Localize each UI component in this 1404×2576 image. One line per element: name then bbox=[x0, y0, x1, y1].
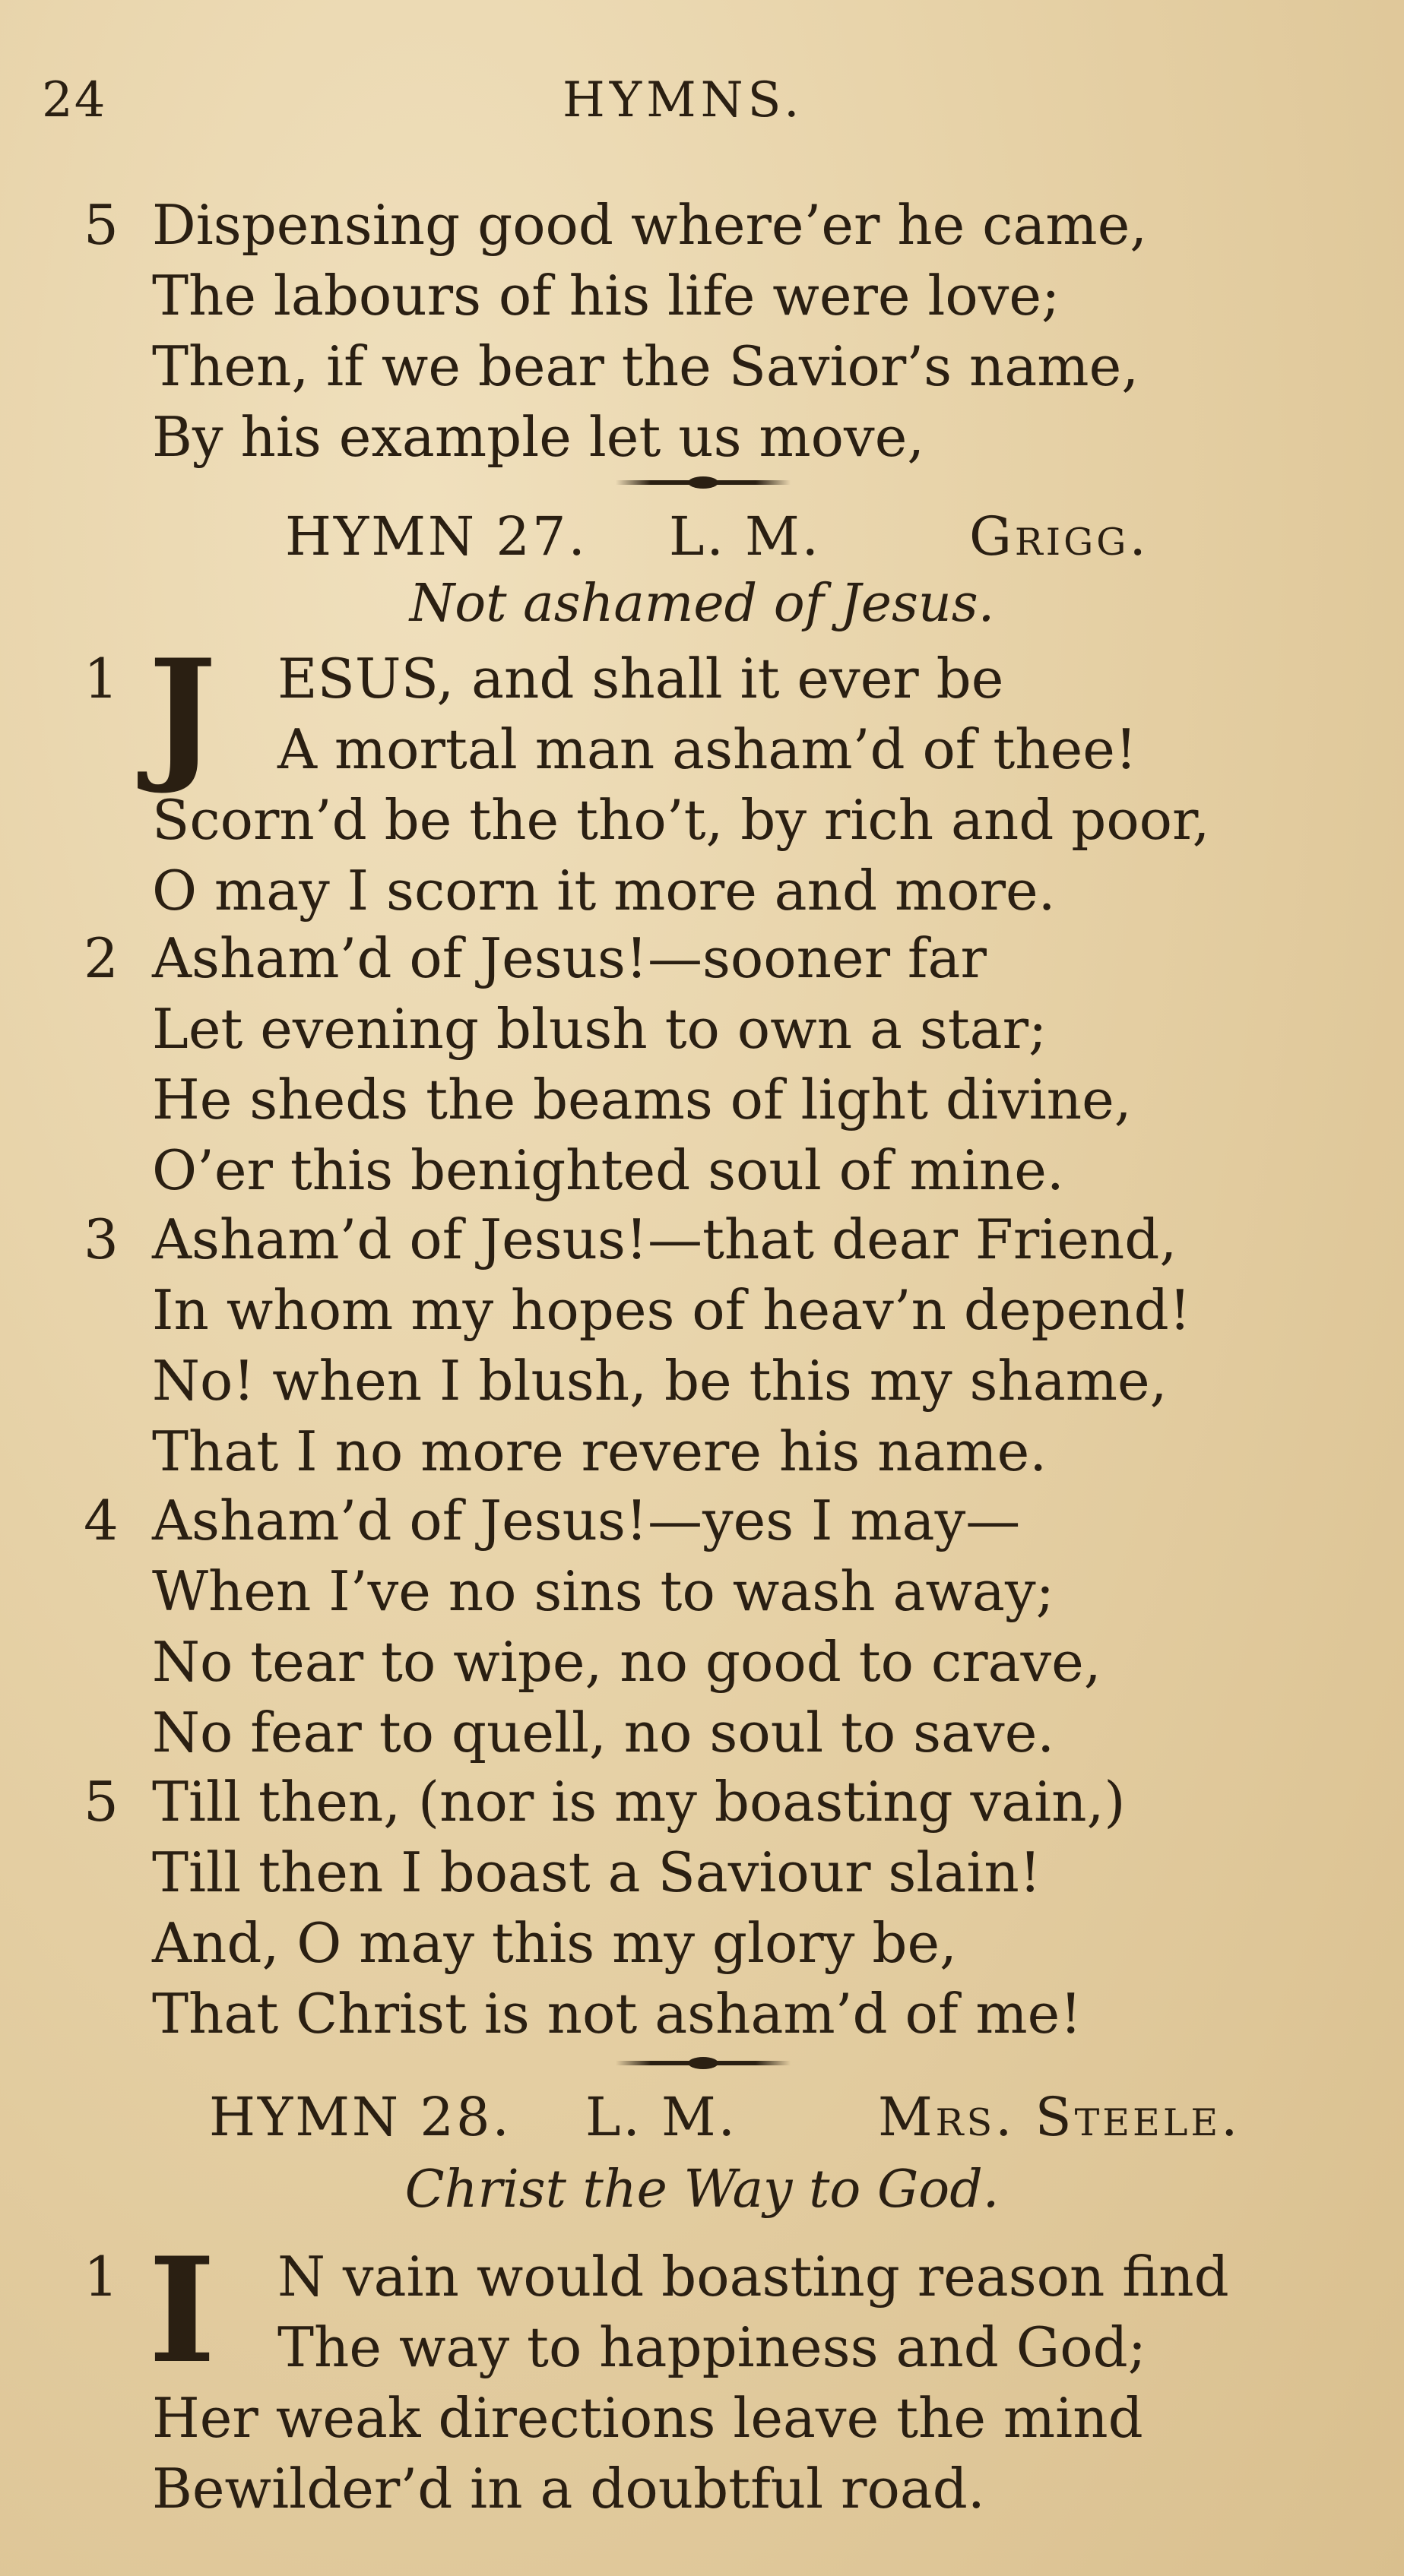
stanza-number: 1 bbox=[84, 2245, 119, 2309]
stanza bbox=[0, 628, 1404, 926]
verse-line: No fear to quell, no soul to save. bbox=[152, 1701, 1055, 1764]
verse-line: Asham’d of Jesus!—that dear Friend, bbox=[152, 1207, 1177, 1271]
verse-line: Till then I boast a Saviour slain! bbox=[152, 1840, 1041, 1904]
verse-line: O’er this benighted soul of mine. bbox=[152, 1138, 1064, 1202]
hymn-heading bbox=[0, 2086, 1404, 2154]
verse-line: Scorn’d be the tho’t, by rich and poor, bbox=[152, 788, 1210, 852]
hymn-subtitle: Not ashamed of Jesus. bbox=[409, 574, 995, 634]
verse-line: Her weak directions leave the mind bbox=[152, 2386, 1143, 2450]
stanza-number: 3 bbox=[84, 1207, 119, 1271]
verse-line: And, O may this my glory be, bbox=[152, 1911, 957, 1975]
verse-line: Till then, (nor is my boasting vain,) bbox=[152, 1770, 1126, 1834]
verse-line: By his example let us move, bbox=[152, 405, 925, 469]
running-title: HYMNS. bbox=[563, 72, 804, 128]
verse-line: Asham’d of Jesus!—yes I may— bbox=[152, 1489, 1021, 1552]
drop-cap: I bbox=[148, 2226, 216, 2395]
hymn-meter: L. M. bbox=[585, 2086, 737, 2148]
stanza-number: 4 bbox=[84, 1489, 119, 1552]
hymn-heading bbox=[0, 505, 1404, 574]
stanza-number: 5 bbox=[84, 193, 119, 257]
page-number: 24 bbox=[42, 72, 107, 128]
verse-line: No tear to wipe, no good to crave, bbox=[152, 1630, 1101, 1694]
verse-line: Let evening blush to own a star; bbox=[152, 997, 1047, 1061]
hymn-title: HYMN 28. bbox=[209, 2086, 512, 2148]
verse-line: The labours of his life were love; bbox=[152, 264, 1060, 328]
stanza bbox=[0, 1204, 1404, 1487]
verse-line: O may I scorn it more and more. bbox=[152, 859, 1056, 922]
verse-line: Asham’d of Jesus!—sooner far bbox=[152, 926, 987, 990]
stanza bbox=[0, 923, 1404, 1206]
carryover-stanza bbox=[0, 190, 1404, 473]
drop-cap: J bbox=[148, 628, 217, 797]
verse-line: The way to happiness and God; bbox=[277, 2315, 1146, 2379]
stanza bbox=[0, 2226, 1404, 2524]
page-header bbox=[0, 72, 1404, 141]
stanza-number: 2 bbox=[84, 926, 119, 990]
hymn-subtitle: Christ the Way to God. bbox=[404, 2160, 1000, 2220]
verse-line: ESUS, and shall it ever be bbox=[277, 647, 1004, 710]
hymn-title: HYMN 27. bbox=[285, 505, 588, 568]
hymn-author: Grigg. bbox=[969, 505, 1149, 568]
stanza-number: 1 bbox=[84, 647, 119, 710]
verse-line: He sheds the beams of light divine, bbox=[152, 1068, 1132, 1131]
verse-line: A mortal man asham’d of thee! bbox=[277, 717, 1137, 781]
verse-line: N vain would boasting reason find bbox=[277, 2245, 1229, 2309]
verse-line: That Christ is not asham’d of me! bbox=[152, 1982, 1082, 2046]
hymn-meter: L. M. bbox=[669, 505, 821, 568]
section-divider bbox=[616, 2061, 791, 2065]
verse-line: When I’ve no sins to wash away; bbox=[152, 1559, 1054, 1623]
hymn-author: Mrs. Steele. bbox=[878, 2086, 1241, 2148]
stanza bbox=[0, 1486, 1404, 1768]
verse-line: Bewilder’d in a doubtful road. bbox=[152, 2457, 985, 2521]
verse-line: Then, if we bear the Savior’s name, bbox=[152, 334, 1139, 398]
verse-line: Dispensing good where’er he came, bbox=[152, 193, 1148, 257]
verse-line: In whom my hopes of heav’n depend! bbox=[152, 1278, 1191, 1342]
section-divider bbox=[616, 480, 791, 485]
verse-line: That I no more revere his name. bbox=[152, 1419, 1047, 1483]
stanza-number: 5 bbox=[84, 1770, 119, 1834]
stanza bbox=[0, 1767, 1404, 2049]
verse-line: No! when I blush, be this my shame, bbox=[152, 1349, 1168, 1413]
